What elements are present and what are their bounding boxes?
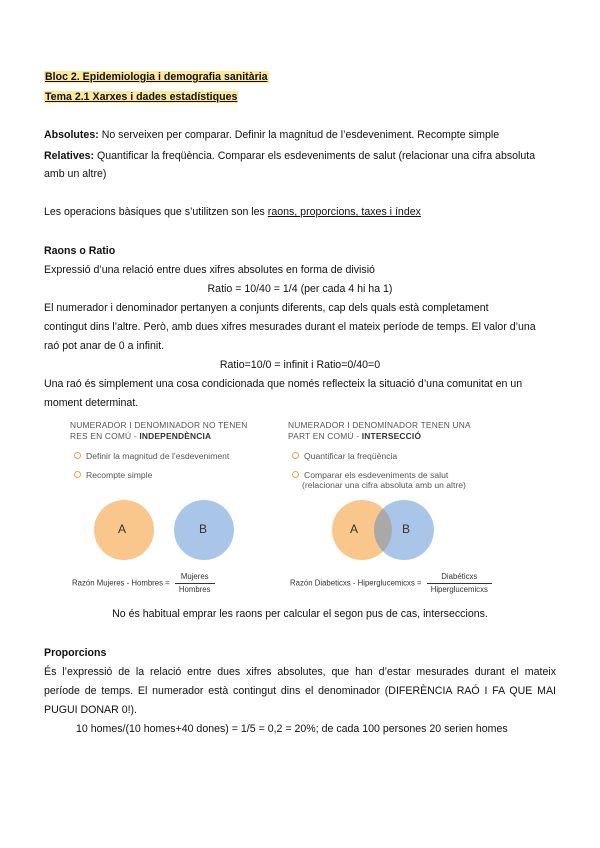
bullet-circle-icon bbox=[292, 452, 299, 459]
operations-paragraph bbox=[44, 205, 556, 219]
left-bullet-2 bbox=[74, 470, 152, 481]
block-title-line bbox=[44, 70, 556, 84]
right-numerator: Diabéticxs bbox=[427, 572, 492, 584]
proportions-example-note: ; de cada 100 persones 20 serien homes bbox=[315, 723, 508, 735]
proportions-line-2: període de temps. El numerador està contingut dins el denominador (DIFERÈNCIA RAÓ I FA QUE MAI bbox=[44, 685, 556, 697]
absolutes-text: No serveixen per comparar. Definir la magnitud de l’esdeveniment. Recompte simple bbox=[98, 129, 500, 141]
right-ratio-formula bbox=[290, 572, 492, 595]
absolutes-term: Absolutes: bbox=[44, 129, 99, 141]
left-bullet-2-text: Recompte simple bbox=[86, 470, 153, 480]
left-header-accent: INDEPENDÈNCIA bbox=[139, 430, 212, 441]
proportions-example bbox=[76, 722, 556, 736]
bullet-circle-icon bbox=[292, 471, 299, 478]
left-bullet-1 bbox=[74, 451, 229, 462]
left-formula-label: Razón Mujeres - Hombres = bbox=[72, 578, 170, 588]
right-header-line-1: NUMERADOR I DENOMINADOR TENEN UNA bbox=[288, 420, 471, 430]
right-header-line-2 bbox=[288, 431, 471, 442]
ratio-paragraph-1-line-1: El numerador i denominador pertanyen a conjunts diferents, cap dels quals està completament bbox=[44, 302, 489, 314]
right-denominator: Hiperglucemicxs bbox=[430, 585, 488, 594]
left-denominator: Hombres bbox=[178, 585, 211, 594]
right-formula-label: Razón Diabeticxs - Hiperglucemicxs = bbox=[290, 578, 422, 588]
right-bullet-1 bbox=[292, 451, 397, 462]
left-fraction bbox=[175, 572, 215, 595]
left-bullet-1-text: Definir la magnitud de l’esdeveniment bbox=[86, 451, 230, 461]
right-bullet-1-text: Quantificar la freqüència bbox=[304, 451, 398, 461]
ratio-formula-1: Ratio = 10/40 = 1/4 (per cada 4 hi ha 1) bbox=[207, 283, 393, 295]
proportions-line-3: PUGUI DONAR 0!). bbox=[44, 704, 138, 716]
left-ratio-formula bbox=[72, 572, 215, 595]
bullet-circle-icon bbox=[74, 471, 81, 478]
right-header-accent: INTERSECCIÓ bbox=[361, 430, 422, 441]
right-header-prefix: PART EN COMÚ - bbox=[288, 430, 362, 441]
relatives-text-2: amb un altre) bbox=[44, 168, 107, 180]
right-circle-a-label: A bbox=[350, 522, 359, 536]
left-header-line-2 bbox=[70, 431, 247, 442]
topic-title: Tema 2.1 Xarxes i dades estadístiques bbox=[45, 91, 238, 103]
ratio-paragraph-2-line-2: moment determinat. bbox=[44, 397, 139, 409]
relatives-text-1: Quantificar la freqüència. Comparar els esdeveniments de salut (relacionar una cifra absoluta bbox=[94, 150, 536, 162]
topic-title-line bbox=[44, 90, 556, 104]
relatives-term: Relatives: bbox=[44, 150, 95, 162]
ratio-paragraph-1-line-2: contingut dins l’altre. Però, amb dues xifres mesurades durant el mateix període de temps. El valor d’una bbox=[44, 321, 536, 333]
operations-link: raons, proporcions, taxes i índex bbox=[267, 206, 421, 218]
right-bullet-2-line-1: Comparar els esdeveniments de salut bbox=[304, 470, 449, 480]
absolutes-definition bbox=[44, 128, 556, 142]
proportions-example-calc: 10 homes/(10 homes+40 dones) = 1/5 = 0,2 = 20% bbox=[76, 723, 316, 735]
ratio-formula-2: Ratio=10/0 = infinit i Ratio=0/40=0 bbox=[219, 359, 381, 371]
right-circle-b-label: B bbox=[402, 522, 411, 536]
left-numerator: Mujeres bbox=[175, 572, 215, 584]
relatives-definition bbox=[44, 149, 556, 163]
right-bullet-2-line-2: (relacionar una cifra absoluta amb un altre) bbox=[302, 480, 466, 490]
proportions-heading: Proporcions bbox=[44, 647, 107, 659]
proportions-line-1: És l’expressió de la relació entre dues xifres absolutes, que han d’estar mesurades durant el mateix bbox=[44, 666, 556, 678]
left-header bbox=[70, 420, 247, 441]
right-bullet-2 bbox=[292, 470, 448, 481]
ratio-paragraph-2-line-1: Una raó és simplement una cosa condicionada que només reflecteix la situació d’una comunitat en un bbox=[44, 378, 523, 390]
left-circle-a-label: A bbox=[118, 522, 127, 536]
ratio-venn-figure bbox=[70, 414, 530, 604]
block-title: Bloc 2. Epidemiologia i demografia sanitària bbox=[45, 71, 268, 83]
ratio-paragraph-1-line-3: raó pot anar de 0 a infinit. bbox=[44, 340, 165, 352]
left-circle-b-label: B bbox=[199, 522, 208, 536]
ratio-intro: Expressió d’una relació entre dues xifres absolutes en forma de divisió bbox=[44, 264, 375, 276]
right-fraction bbox=[427, 572, 492, 595]
figure-caption: No és habitual emprar les raons per calcular el segon pus de cas, interseccions. bbox=[112, 608, 488, 620]
left-header-line-1: NUMERADOR I DENOMINADOR NO TENEN bbox=[70, 420, 248, 430]
operations-text: Les operacions bàsiques que s’utilitzen son les bbox=[44, 206, 268, 218]
left-header-prefix: RES EN COMÚ - bbox=[70, 430, 140, 441]
right-header bbox=[288, 420, 471, 441]
bullet-circle-icon bbox=[74, 452, 81, 459]
ratio-heading: Raons o Ratio bbox=[44, 245, 116, 257]
